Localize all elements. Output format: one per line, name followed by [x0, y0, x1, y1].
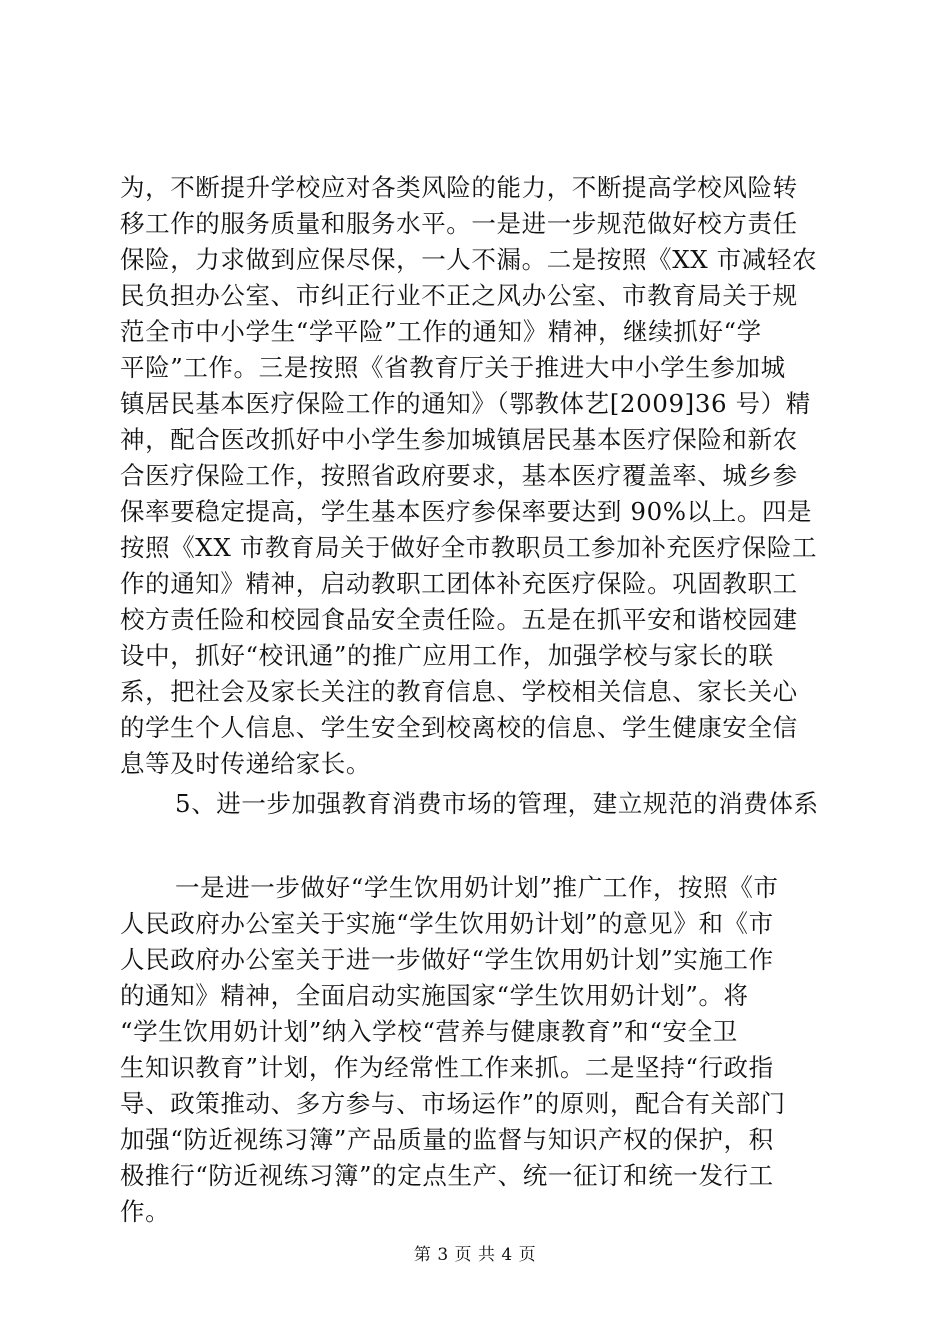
text-line: 息等及时传递给家长。	[120, 749, 371, 778]
text-line: 极推行“防近视练习簿”的定点生产、统一征订和统一发行工	[120, 1161, 774, 1190]
text-line: 作。	[120, 1197, 171, 1226]
text-line: 移工作的服务质量和服务水平。一是进一步规范做好校方责任	[120, 209, 798, 238]
section-heading: 5、进一步加强教育消费市场的管理，建立规范的消费体系	[175, 789, 819, 818]
text-line: 设中，抓好“校讯通”的推广应用工作，加强学校与家长的联	[120, 641, 774, 670]
page-number: 第 3 页 共 4 页	[413, 1245, 537, 1265]
text-line: “学生饮用奶计划”纳入学校“营养与健康教育”和“安全卫	[120, 1017, 738, 1046]
text-line: 范全市中小学生“学平险”工作的通知》精神，继续抓好“学	[120, 317, 762, 346]
text-line: 保率要稳定提高，学生基本医疗参保率要达到 90%以上。四是	[120, 497, 813, 526]
text-line: 导、政策推动、多方参与、市场运作”的原则，配合有关部门	[120, 1089, 786, 1118]
text-line: 人民政府办公室关于实施“学生饮用奶计划”的意见》和《市	[120, 909, 774, 938]
text-line: 一是进一步做好“学生饮用奶计划”推广工作，按照《市	[175, 873, 779, 902]
text-line: 合医疗保险工作，按照省政府要求，基本医疗覆盖率、城乡参	[120, 461, 798, 490]
text-line: 作的通知》精神，启动教职工团体补充医疗保险。巩固教职工	[120, 569, 798, 598]
text-line: 的学生个人信息、学生安全到校离校的信息、学生健康安全信	[120, 713, 798, 742]
text-line: 的通知》精神，全面启动实施国家“学生饮用奶计划”。将	[120, 981, 749, 1010]
text-line: 系，把社会及家长关注的教育信息、学校相关信息、家长关心	[120, 677, 798, 706]
text-line: 加强“防近视练习簿”产品质量的监督与知识产权的保护，积	[120, 1125, 774, 1154]
text-line: 镇居民基本医疗保险工作的通知》（鄂教体艺[2009]36 号）精	[120, 389, 811, 418]
text-line: 保险，力求做到应保尽保，一人不漏。二是按照《XX 市减轻农	[120, 245, 818, 274]
text-line: 校方责任险和校园食品安全责任险。五是在抓平安和谐校园建	[120, 605, 798, 634]
text-line: 民负担办公室、市纠正行业不正之风办公室、市教育局关于规	[120, 281, 798, 310]
text-line: 为，不断提升学校应对各类风险的能力，不断提高学校风险转	[120, 173, 798, 202]
text-line: 按照《XX 市教育局关于做好全市教职员工参加补充医疗保险工	[120, 533, 818, 562]
text-line: 神，配合医改抓好中小学生参加城镇居民基本医疗保险和新农	[120, 425, 798, 454]
text-line: 人民政府办公室关于进一步做好“学生饮用奶计划”实施工作	[120, 945, 774, 974]
text-line: 平险”工作。三是按照《省教育厅关于推进大中小学生参加城	[120, 353, 786, 382]
text-line: 生知识教育”计划，作为经常性工作来抓。二是坚持“行政指	[120, 1053, 774, 1082]
